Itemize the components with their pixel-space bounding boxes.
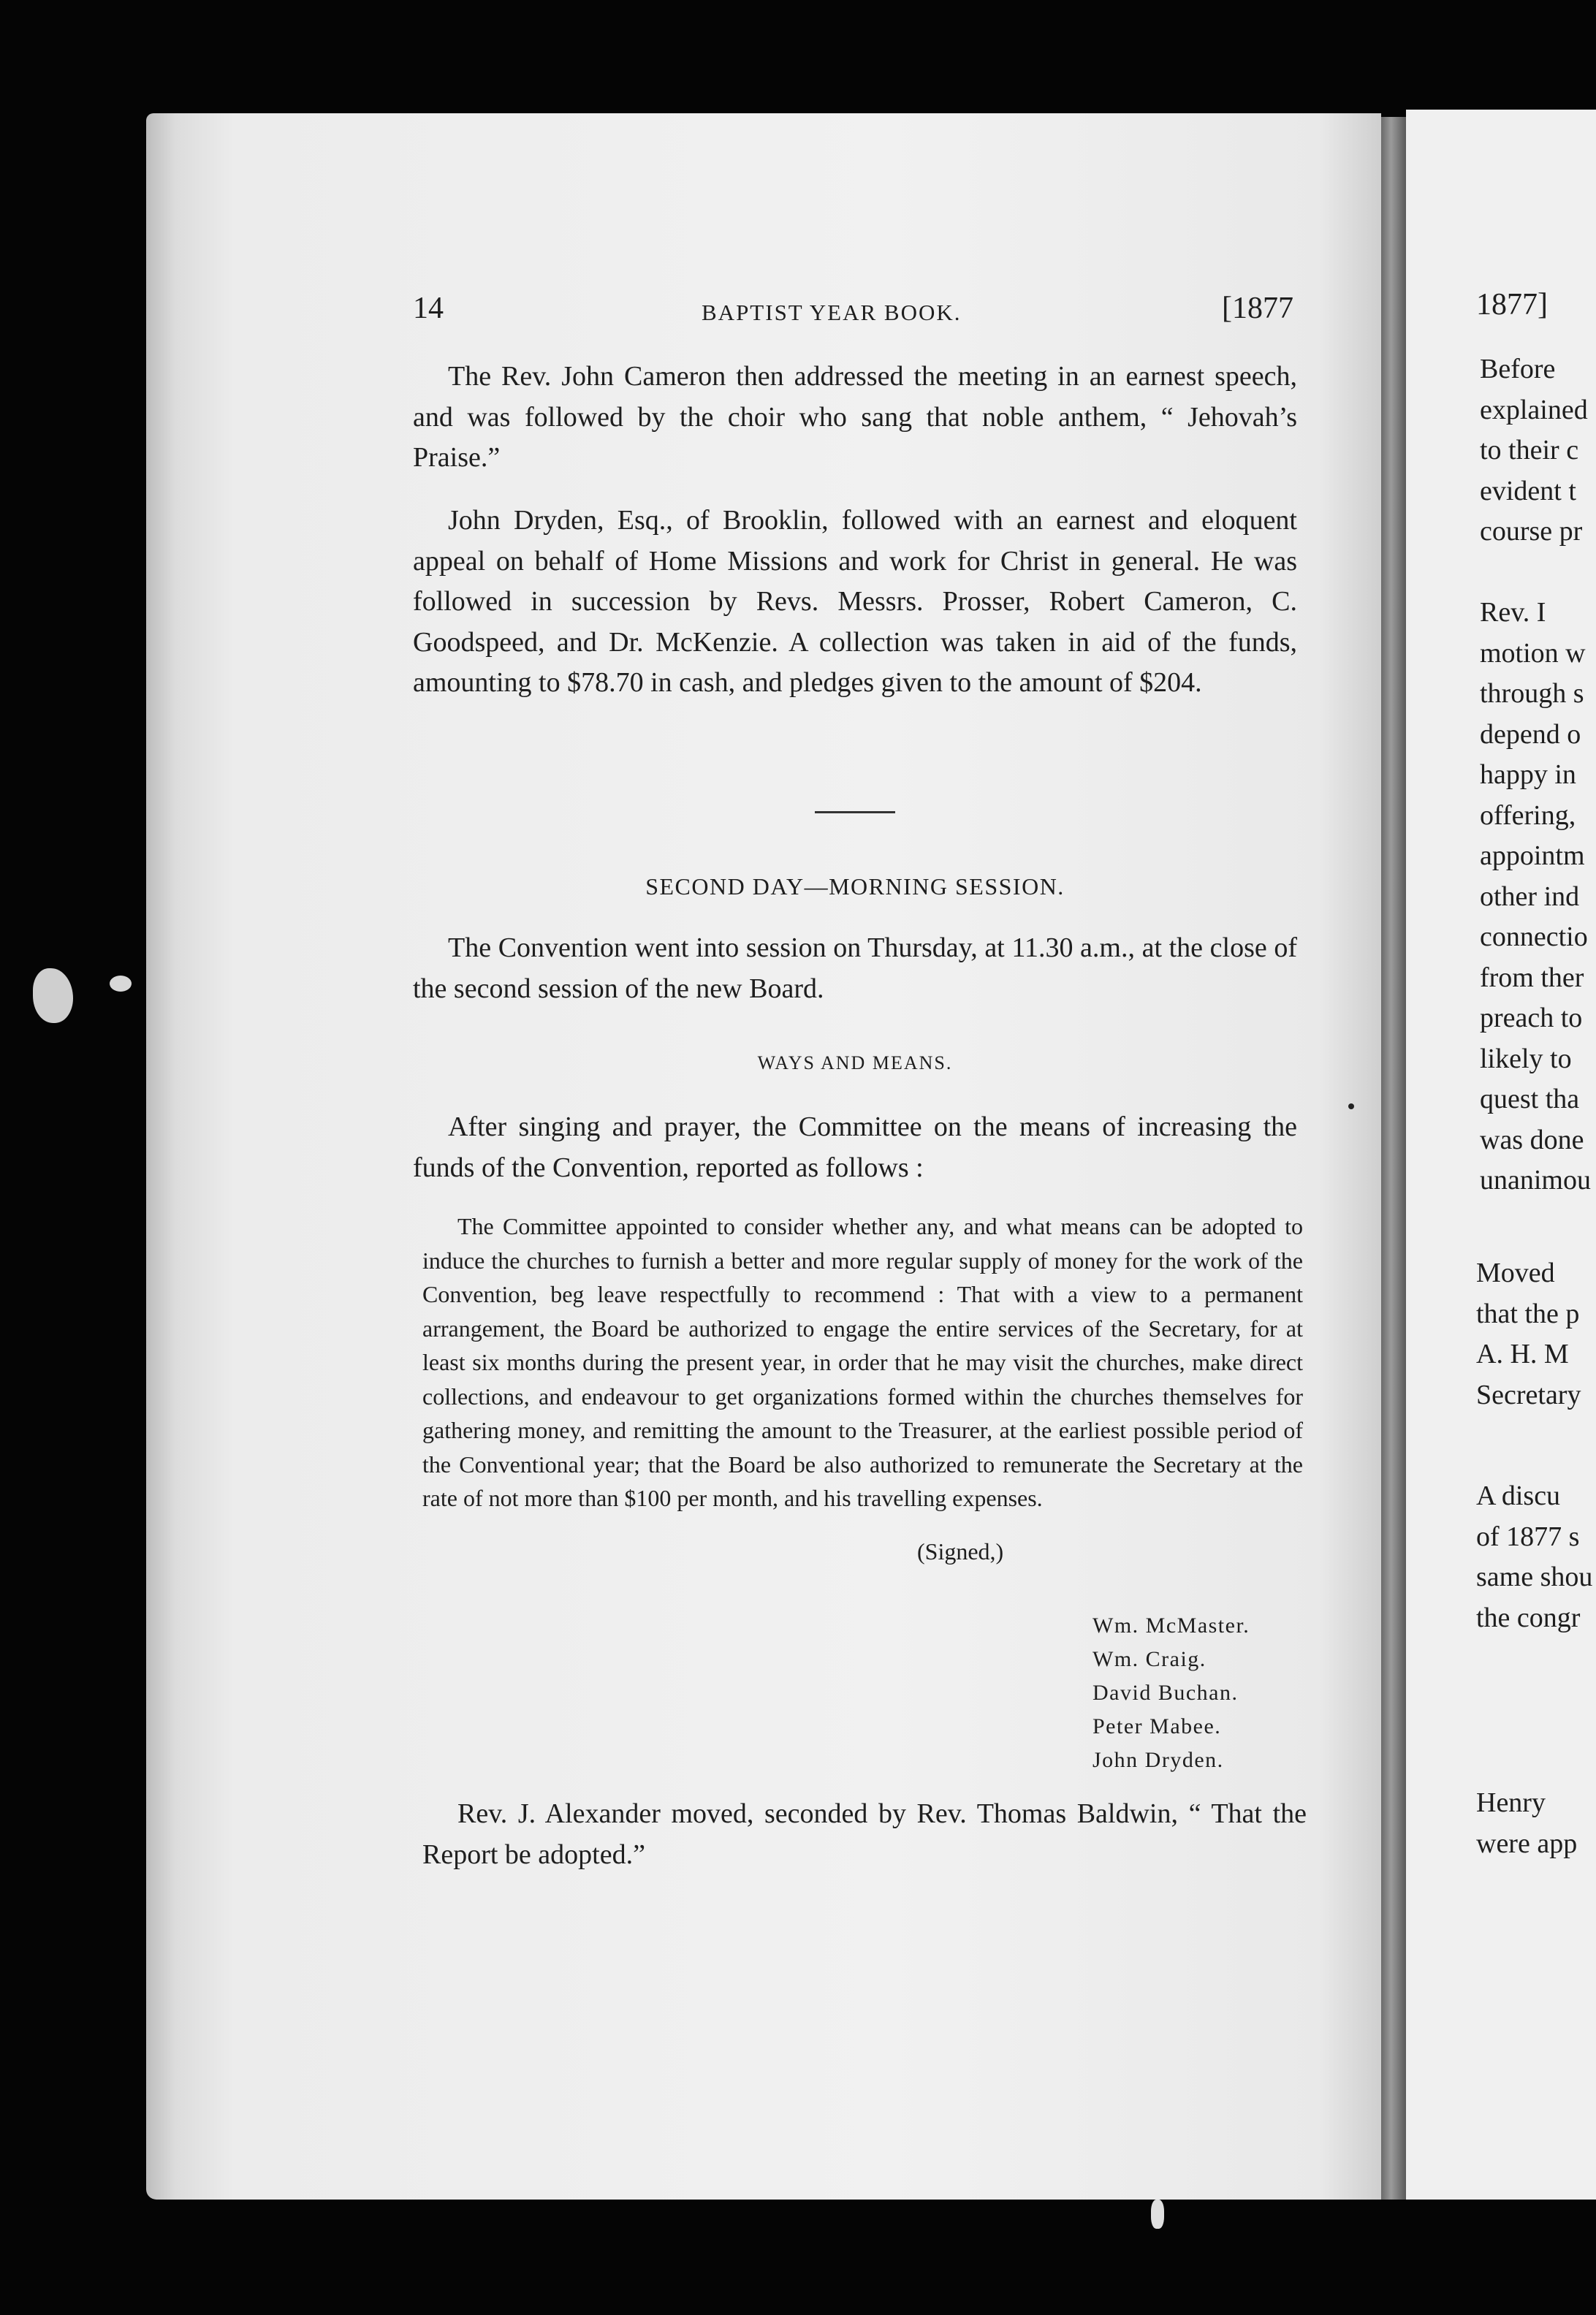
scan-speck [1348,1103,1354,1109]
text-line: same shou [1476,1562,1593,1592]
running-title: BAPTIST YEAR BOOK. [702,300,962,325]
text-line: through s [1480,678,1584,709]
signer: Wm. Craig. [1092,1647,1206,1671]
text-line: course pr [1480,516,1583,547]
paragraph-session: The Convention went into session on Thursday, at 11.30 a.m., at the close of the second session of the new Board. [413,932,1297,1004]
text-line: Before [1480,354,1556,384]
scan-speck [33,968,73,1023]
scan-speck [1151,2200,1164,2229]
text-line: of 1877 s [1476,1521,1580,1552]
text-line: offering, [1480,799,1576,831]
signer: David Buchan. [1092,1681,1239,1705]
text-line: Secretary [1476,1379,1581,1410]
text-line: explained [1480,394,1588,425]
signed-label: (Signed,) [917,1538,1004,1565]
right-page-text-1 [1480,349,1596,1201]
right-page-text-4 [1476,1783,1596,1864]
subsection-heading: WAYS AND MEANS. [757,1052,953,1073]
blank-line [1480,552,1596,593]
text-line: the congr [1476,1602,1581,1633]
paragraph-dryden: John Dryden, Esq., of Brooklin, followed with an earnest and eloquent appeal on behalf of Home Missions and work for Christ in general. He was followed in succession by Revs. Messrs. Prosser, Robert Cameron, C. Goodspeed, and Dr. McKenzie. A collection was taken in aid of the funds, amounting to $78.70 in cash, and pledges given to the amount of $204. [413,505,1297,698]
text-line: A discu [1476,1480,1561,1511]
text-line: Rev. I [1480,597,1546,628]
text-line: were app [1476,1828,1578,1859]
signer: John Dryden. [1092,1748,1224,1772]
section-divider [815,811,895,813]
text-line: quest tha [1480,1084,1580,1114]
section-heading: SECOND DAY—MORNING SESSION. [645,873,1065,900]
text-line: that the p [1476,1298,1580,1329]
signatories [1092,1609,1250,1777]
header-year: [1877 [1222,292,1293,325]
text-line: preach to [1480,1003,1583,1033]
paragraph-motion: Rev. J. Alexander moved, seconded by Rev. Thomas Baldwin, “ That the Report be adopted.” [422,1798,1307,1870]
right-page-text-3 [1476,1476,1596,1638]
text-line: to their c [1480,435,1579,465]
text-line: happy in [1480,759,1576,790]
page-number: 14 [413,292,444,325]
right-page-text-2 [1476,1253,1596,1415]
text-line: other ind [1480,881,1580,912]
text-line: was done [1480,1124,1584,1155]
text-line: A. H. M [1476,1339,1569,1369]
text-line: from ther [1480,962,1584,993]
page-header [413,291,1293,335]
committee-report: The Committee appointed to consider whether any, and what means can be adopted to induce the churches to furnish a better and more regular supply of money for the work of the Convention, beg leave respectfully to recommend : That with a view to a permanent arrangement, the Board be authorized to engage the entire services of the Secretary, for at least six months during the present year, in order that he may visit the churches, make direct collections, and endeavour to get organizations formed within the churches themselves for gathering money, and remitting the amount to the Treasurer, at the earliest possible period of the Conventional year; that the Board be also authorized to remunerate the Secretary at the rate of not more than $100 per month, and his travelling expenses. [422,1213,1303,1511]
text-line: depend o [1480,718,1581,750]
signer: Peter Mabee. [1092,1714,1222,1738]
text-line: unanimou [1480,1165,1591,1195]
signer: Wm. McMaster. [1092,1613,1250,1638]
paragraph-cameron: The Rev. John Cameron then addressed the meeting in an earnest speech, and was followed by the choir who sang that noble anthem, “ Jehovah’s Praise.” [413,361,1297,473]
paragraph-committee: After singing and prayer, the Committee on the means of increasing the funds of the Convention, reported as follows : [413,1111,1297,1183]
text-line: evident t [1480,475,1576,506]
text-line: likely to [1480,1043,1572,1074]
text-line: appointm [1480,840,1585,871]
right-page-header: 1877] [1476,288,1548,322]
book-gutter [1381,117,1406,2200]
scan-speck [110,976,132,992]
text-line: motion w [1480,637,1586,669]
text-line: Moved [1476,1258,1555,1288]
text-line: connectio [1480,921,1588,952]
text-line: Henry [1476,1787,1546,1818]
